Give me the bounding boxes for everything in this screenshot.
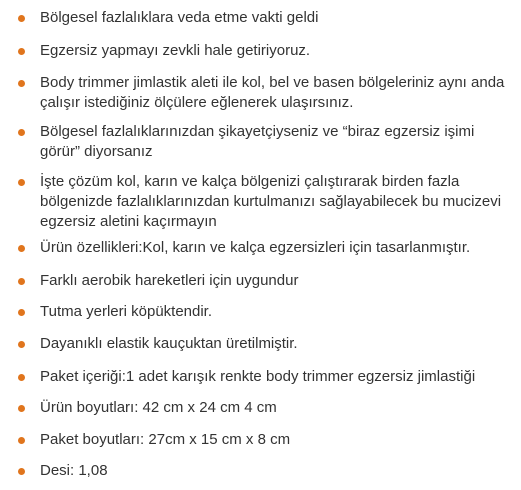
- list-item-text: Egzersiz yapmayı zevkli hale getiriyoruz.: [40, 42, 311, 59]
- list-item-text: Farklı aerobik hareketleri için uygundur: [40, 272, 299, 289]
- list-item-text: Paket içeriği:1 adet karışık renkte body trimmer egzersiz jimlastiği: [40, 368, 476, 385]
- list-item-text: Ürün özellikleri:Kol, karın ve kalça egzersizleri için tasarlanmıştır.: [40, 239, 471, 256]
- bullet-icon: [18, 179, 25, 186]
- bullet-icon: [18, 309, 25, 316]
- bullet-icon: [18, 437, 25, 444]
- bullet-icon: [18, 129, 25, 136]
- list-item: [0, 398, 505, 418]
- list-item: [0, 238, 505, 258]
- list-item: [0, 461, 505, 481]
- bullet-icon: [18, 15, 25, 22]
- list-item: [0, 73, 505, 113]
- list-item: [0, 430, 505, 450]
- bullet-icon: [18, 80, 25, 87]
- list-item-text: Ürün boyutları: 42 cm x 24 cm 4 cm: [40, 399, 277, 416]
- bullet-icon: [18, 278, 25, 285]
- list-item-text: Paket boyutları: 27cm x 15 cm x 8 cm: [40, 431, 291, 448]
- list-item: [0, 8, 505, 28]
- list-item: [0, 271, 505, 291]
- list-item: [0, 334, 505, 354]
- bullet-icon: [18, 468, 25, 475]
- bullet-icon: [18, 245, 25, 252]
- list-item-text: İşte çözüm kol, karın ve kalça bölgenizi çalıştırarak birden fazla bölgenizde fazlalıklarınızdan kurtulmanızı sağlayabilecek bu mucizevi egzersiz aletini kaçırmayın: [40, 173, 502, 230]
- list-item-text: Bölgesel fazlalıklarınızdan şikayetçiyseniz ve “biraz egzersiz işimi görür” diyorsanız: [40, 123, 475, 160]
- list-item: [0, 41, 505, 61]
- bullet-icon: [18, 405, 25, 412]
- bullet-icon: [18, 374, 25, 381]
- list-item: [0, 302, 505, 322]
- list-item-text: Dayanıklı elastik kauçuktan üretilmiştir.: [40, 335, 298, 352]
- list-item-text: Bölgesel fazlalıklara veda etme vakti geldi: [40, 9, 319, 26]
- list-item: [0, 172, 505, 232]
- list-item: [0, 122, 505, 162]
- bullet-icon: [18, 48, 25, 55]
- list-item-text: Tutma yerleri köpüktendir.: [40, 303, 213, 320]
- list-item: [0, 367, 505, 387]
- list-item-text: Desi: 1,08: [40, 462, 108, 479]
- list-item-text: Body trimmer jimlastik aleti ile kol, bel ve basen bölgeleriniz aynı anda çalışır istediğiniz ölçülere eğlenerek ulaşırsınız.: [40, 74, 505, 111]
- bullet-icon: [18, 341, 25, 348]
